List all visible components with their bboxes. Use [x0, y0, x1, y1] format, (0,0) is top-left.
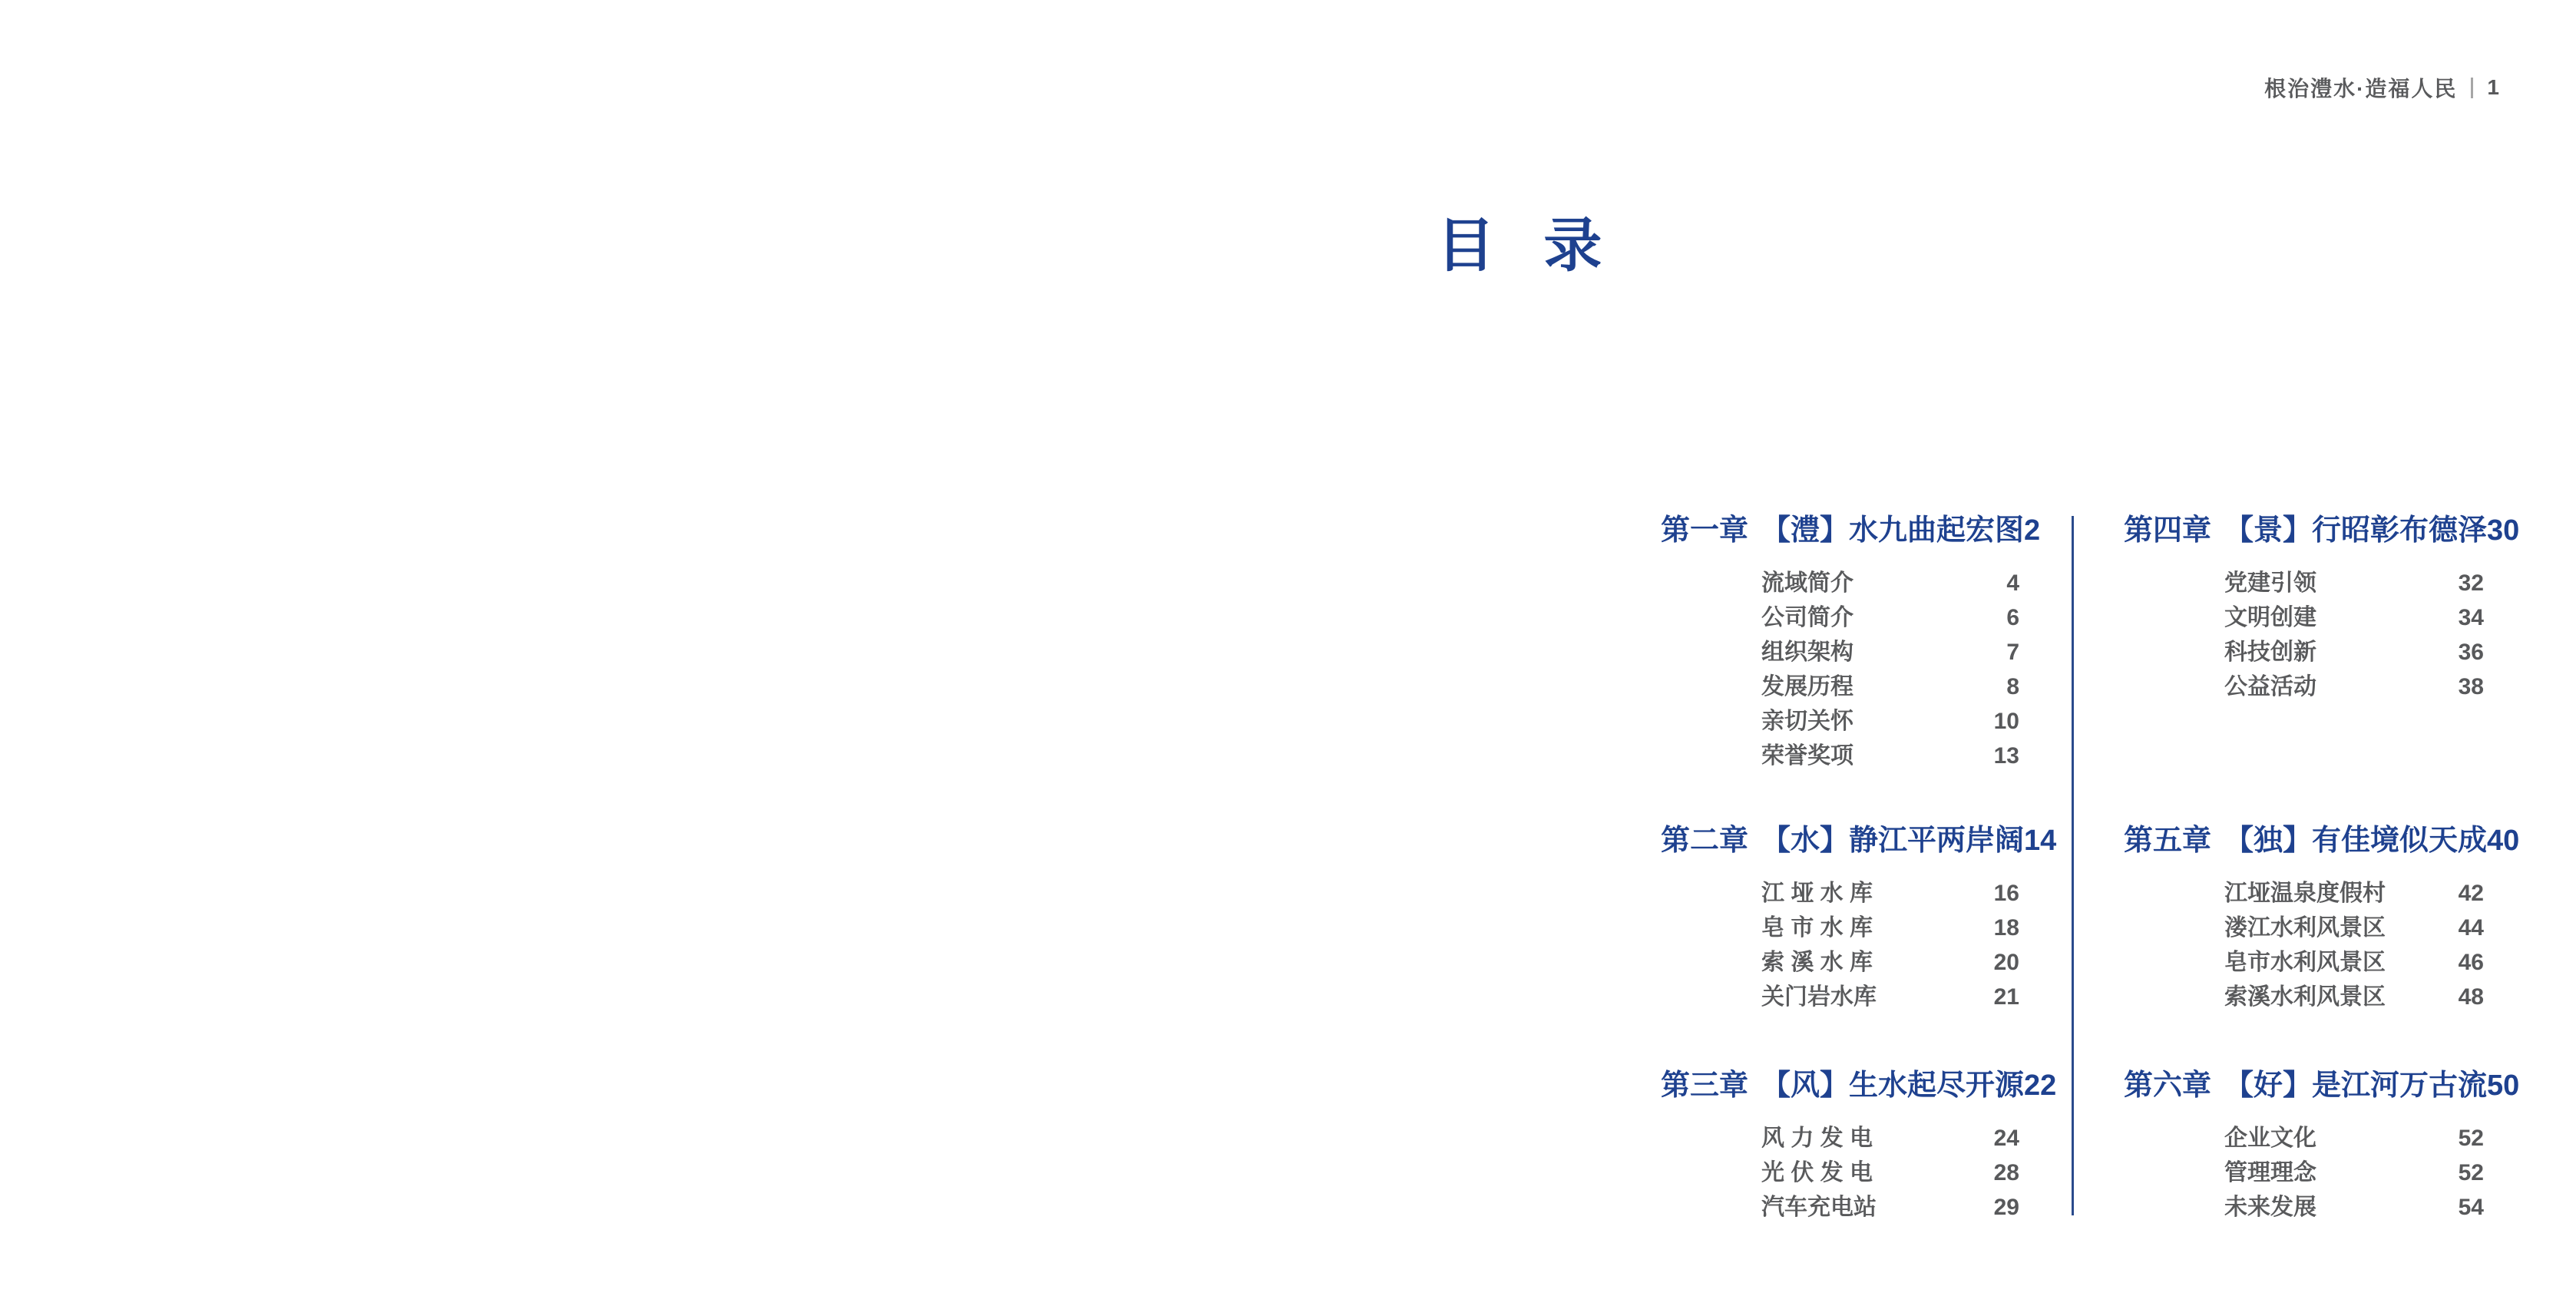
toc-item[interactable] — [1661, 911, 2019, 945]
toc-chapter-heading[interactable] — [1661, 1069, 2057, 1103]
toc-item-page-number: 18 — [1993, 915, 2019, 941]
toc-item-page-number: 54 — [2458, 1195, 2484, 1220]
toc-chapter-5 — [2124, 824, 2520, 1014]
running-header — [2264, 72, 2501, 103]
toc-item[interactable] — [2124, 670, 2484, 704]
chapter-page-number: 30 — [2487, 514, 2520, 547]
toc-item-page-number: 52 — [2458, 1126, 2484, 1151]
toc-item-label: 亲切关怀 — [1761, 709, 1853, 734]
toc-item-label: 皂 市 水 库 — [1761, 915, 1873, 941]
toc-item-page-number: 46 — [2458, 950, 2484, 975]
toc-item-label: 风 力 发 电 — [1761, 1126, 1873, 1151]
toc-item[interactable] — [1661, 670, 2019, 704]
toc-item-label: 发展历程 — [1761, 674, 1853, 699]
toc-item-label: 皂市水利风景区 — [2224, 950, 2386, 975]
toc-chapter-heading[interactable] — [1661, 824, 2057, 858]
toc-chapter-3 — [1661, 1069, 2057, 1225]
toc-item-label: 党建引领 — [2224, 570, 2316, 596]
page-title: 目 录 — [1437, 213, 1602, 279]
toc-item-label: 溇江水利风景区 — [2224, 915, 2386, 941]
toc-item[interactable] — [2124, 876, 2484, 911]
toc-item-label: 未来发展 — [2224, 1195, 2316, 1220]
chapter-item-list — [2124, 566, 2484, 704]
chapter-page-number: 40 — [2487, 825, 2520, 857]
chapter-title: 【独】有佳境似天成 — [2224, 825, 2488, 857]
toc-item[interactable] — [1661, 635, 2019, 670]
chapter-page-number: 22 — [2024, 1070, 2057, 1102]
toc-item-page-number: 32 — [2458, 570, 2484, 596]
chapter-number-label: 第六章 — [2124, 1070, 2212, 1102]
toc-chapter-heading[interactable] — [1661, 514, 2041, 547]
toc-item[interactable] — [1661, 600, 2019, 635]
toc-item-page-number: 29 — [1993, 1195, 2019, 1220]
toc-item-page-number: 52 — [2458, 1160, 2484, 1185]
toc-item-page-number: 10 — [1993, 709, 2019, 734]
toc-item-page-number: 24 — [1993, 1126, 2019, 1151]
toc-item[interactable] — [2124, 1121, 2484, 1156]
toc-chapter-heading[interactable] — [2124, 514, 2520, 547]
toc-item[interactable] — [2124, 566, 2484, 600]
toc-item-page-number: 28 — [1993, 1160, 2019, 1185]
toc-item-label: 公益活动 — [2224, 674, 2316, 699]
toc-item-page-number: 42 — [2458, 881, 2484, 906]
toc-item-label: 关门岩水库 — [1761, 984, 1877, 1010]
chapter-number-label: 第二章 — [1661, 825, 1749, 857]
toc-item-label: 组织架构 — [1761, 640, 1853, 665]
toc-item-page-number: 34 — [2458, 605, 2484, 630]
toc-item[interactable] — [2124, 945, 2484, 980]
chapter-item-list — [1661, 566, 2019, 773]
toc-chapter-heading[interactable] — [2124, 824, 2520, 858]
toc-item-page-number: 4 — [2006, 570, 2019, 596]
chapter-title: 【好】是江河万古流 — [2224, 1070, 2488, 1102]
toc-chapter-4 — [2124, 514, 2520, 704]
toc-item[interactable] — [1661, 566, 2019, 600]
toc-item-page-number: 21 — [1993, 984, 2019, 1010]
header-page-number: 1 — [2487, 75, 2501, 99]
toc-item-page-number: 6 — [2006, 605, 2019, 630]
toc-item[interactable] — [2124, 911, 2484, 945]
toc-item-page-number: 13 — [1993, 743, 2019, 769]
toc-item-page-number: 38 — [2458, 674, 2484, 699]
toc-item-label: 荣誉奖项 — [1761, 743, 1853, 769]
toc-item[interactable] — [2124, 1156, 2484, 1190]
toc-chapter-6 — [2124, 1069, 2520, 1225]
toc-item-label: 管理理念 — [2224, 1160, 2316, 1185]
toc-item-label: 企业文化 — [2224, 1126, 2316, 1151]
toc-chapter-2 — [1661, 824, 2057, 1014]
toc-item[interactable] — [1661, 1190, 2019, 1225]
column-divider-line — [2072, 516, 2074, 1215]
toc-item[interactable] — [2124, 635, 2484, 670]
toc-item[interactable] — [1661, 1121, 2019, 1156]
toc-item-page-number: 7 — [2006, 640, 2019, 665]
header-slogan: 根治澧水·造福人民 — [2264, 77, 2458, 101]
chapter-title: 【景】行昭彰布德泽 — [2224, 514, 2488, 547]
header-divider-bar — [2471, 78, 2473, 98]
toc-item[interactable] — [1661, 1156, 2019, 1190]
toc-item-label: 汽车充电站 — [1761, 1195, 1877, 1220]
toc-item-label: 索 溪 水 库 — [1761, 950, 1873, 975]
toc-item-label: 流域简介 — [1761, 570, 1853, 596]
chapter-title: 【风】生水起尽开源 — [1761, 1070, 2025, 1102]
toc-item-page-number: 20 — [1993, 950, 2019, 975]
toc-item-label: 公司简介 — [1761, 605, 1853, 630]
chapter-title: 【水】静江平两岸阔 — [1761, 825, 2025, 857]
chapter-item-list — [1661, 876, 2019, 1014]
toc-item-label: 江 垭 水 库 — [1761, 881, 1873, 906]
toc-item[interactable] — [1661, 704, 2019, 739]
chapter-item-list — [2124, 876, 2484, 1014]
toc-chapter-heading[interactable] — [2124, 1069, 2520, 1103]
chapter-page-number: 2 — [2024, 514, 2041, 547]
toc-item-page-number: 48 — [2458, 984, 2484, 1010]
chapter-number-label: 第三章 — [1661, 1070, 1749, 1102]
toc-item-label: 索溪水利风景区 — [2224, 984, 2386, 1010]
chapter-number-label: 第一章 — [1661, 514, 1749, 547]
toc-item-label: 江垭温泉度假村 — [2224, 881, 2386, 906]
chapter-page-number: 50 — [2487, 1070, 2520, 1102]
toc-item[interactable] — [1661, 980, 2019, 1014]
chapter-item-list — [2124, 1121, 2484, 1225]
toc-item-page-number: 8 — [2006, 674, 2019, 699]
toc-item[interactable] — [1661, 876, 2019, 911]
toc-item[interactable] — [2124, 600, 2484, 635]
toc-item[interactable] — [2124, 980, 2484, 1014]
toc-item-label: 光 伏 发 电 — [1761, 1160, 1873, 1185]
toc-item-label: 科技创新 — [2224, 640, 2316, 665]
toc-item-page-number: 44 — [2458, 915, 2484, 941]
toc-chapter-1 — [1661, 514, 2041, 773]
chapter-number-label: 第四章 — [2124, 514, 2212, 547]
chapter-page-number: 14 — [2024, 825, 2057, 857]
toc-item-page-number: 16 — [1993, 881, 2019, 906]
chapter-title: 【澧】水九曲起宏图 — [1761, 514, 2025, 547]
toc-item[interactable] — [1661, 945, 2019, 980]
toc-item-page-number: 36 — [2458, 640, 2484, 665]
toc-item[interactable] — [1661, 739, 2019, 773]
toc-item-label: 文明创建 — [2224, 605, 2316, 630]
toc-item[interactable] — [2124, 1190, 2484, 1225]
chapter-item-list — [1661, 1121, 2019, 1225]
chapter-number-label: 第五章 — [2124, 825, 2212, 857]
